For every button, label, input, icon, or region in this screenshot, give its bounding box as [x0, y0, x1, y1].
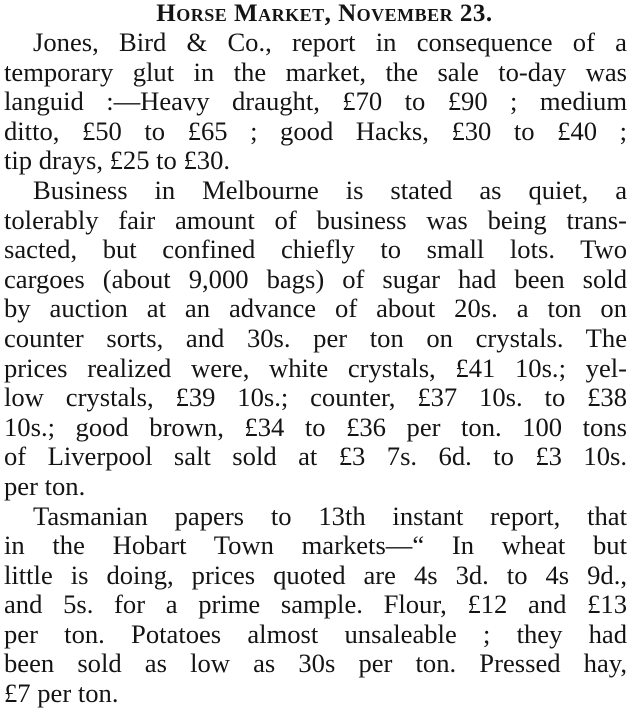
- text-line: languid :—Heavy draught, £70 to £90 ; medium: [4, 86, 627, 117]
- text-line: of Liverpool salt sold at £3 7s. 6d. to £3 10s.: [4, 441, 627, 472]
- text-line: per ton. Potatoes almost unsaleable ; they had: [4, 618, 627, 649]
- text-line: Tasmanian papers to 13th instant report, that: [33, 500, 627, 531]
- text-line: Business in Melbourne is stated as quiet, a: [33, 174, 627, 205]
- text-line: per ton.: [4, 470, 86, 501]
- paragraph-horse-market: [4, 28, 627, 176]
- text-line: by auction at an advance of about 20s. a ton on: [4, 293, 627, 324]
- paragraph-tasmanian-papers: [4, 502, 627, 709]
- text-line: temporary glut in the market, the sale to-day was: [4, 56, 627, 87]
- text-line: prices realized were, white crystals, £41 10s.; yel-: [4, 352, 627, 383]
- text-line: ditto, £50 to £65 ; good Hacks, £30 to £40 ;: [4, 115, 627, 146]
- paragraph-melbourne-business: [4, 176, 627, 502]
- text-line: tip drays, £25 to £30.: [4, 145, 231, 176]
- text-line: counter sorts, and 30s. per ton on crystals. The: [4, 322, 627, 353]
- text-line: low crystals, £39 10s.; counter, £37 10s. to £38: [4, 382, 627, 413]
- text-line: little is doing, prices quoted are 4s 3d. to 4s 9d.,: [4, 559, 627, 590]
- text-line: tolerably fair amount of business was being trans-: [4, 204, 627, 235]
- text-line: been sold as low as 30s per ton. Pressed hay,: [4, 648, 627, 679]
- text-line: in the Hobart Town markets—“ In wheat but: [4, 530, 627, 561]
- text-line: sacted, but confined chiefly to small lots. Two: [4, 234, 627, 265]
- article-heading: Horse Market, November 23.: [156, 0, 493, 27]
- text-line: Jones, Bird & Co., report in consequence of a: [33, 27, 627, 57]
- text-line: £7 per ton.: [4, 678, 119, 709]
- text-line: cargoes (about 9,000 bags) of sugar had been sold: [4, 263, 627, 294]
- text-line: 10s.; good brown, £34 to £36 per ton. 100 tons: [4, 411, 627, 442]
- text-line: and 5s. for a prime sample. Flour, £12 and £13: [4, 589, 627, 620]
